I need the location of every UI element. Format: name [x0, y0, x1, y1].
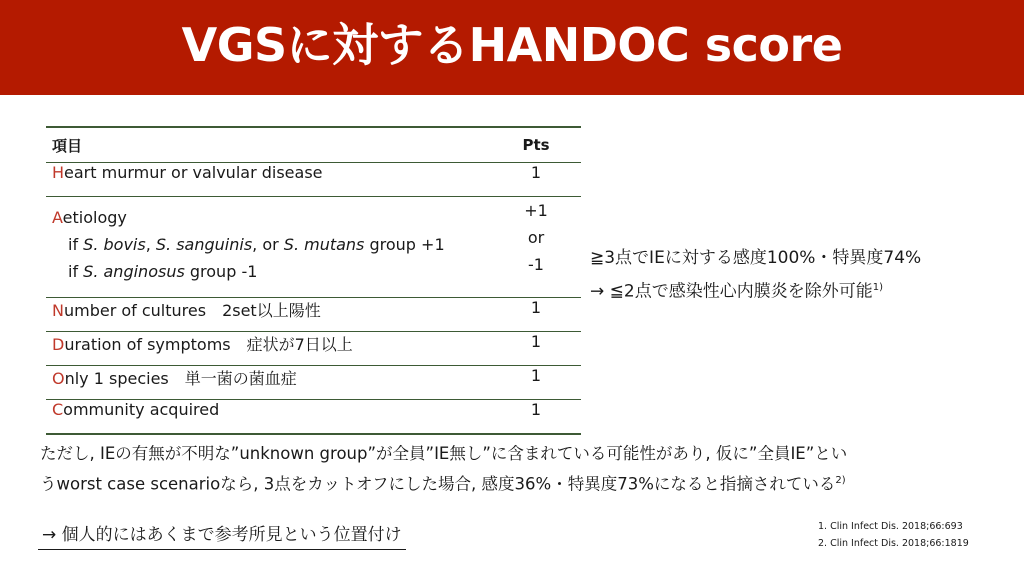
criterion-duration [46, 332, 491, 366]
points-cell: 1 [530, 298, 542, 317]
side-note-line-1: ≧3点でIEに対する感度100%・特異度74% [590, 248, 922, 268]
side-note-line-2: → ≦2点で感染性心内膜炎を除外可能$^{1)}$ [590, 281, 883, 302]
points-cell: 1 [530, 163, 542, 182]
points-cell: 1 [530, 400, 542, 419]
caveat-paragraph [40, 440, 1000, 498]
reference-marker: 2) [835, 475, 846, 486]
criterion-number [46, 298, 491, 332]
acronym-letter: C [52, 400, 64, 419]
table-row [46, 163, 581, 197]
table-header-row [46, 127, 581, 163]
table-row [46, 332, 581, 366]
criterion-text: eart murmur or valvular disease [64, 163, 323, 182]
slide-title: VGSに対するHANDOC score [181, 18, 843, 72]
header-item: 項目 [52, 136, 83, 155]
acronym-letter: H [52, 163, 65, 182]
references [818, 518, 969, 552]
points-cell: 1 [530, 332, 542, 351]
table-row [46, 366, 581, 400]
aetiology-subline-2: if S. anginosus group -1 [68, 262, 258, 281]
acronym-letter: O [52, 369, 65, 388]
conclusion-text: → 個人的にはあくまで参考所見という位置付け [38, 520, 406, 550]
criterion-text: nly 1 species 単一菌の菌血症 [64, 369, 297, 388]
table-row [46, 298, 581, 332]
acronym-letter: A [52, 208, 63, 227]
reference-marker: 1) [872, 282, 883, 293]
criterion-community [46, 400, 491, 435]
aetiology-subline-1: if S. bovis, S. sanguinis, or S. mutans group +1 [68, 235, 445, 254]
criterion-only [46, 366, 491, 400]
header-pts: Pts [522, 136, 550, 154]
criterion-aetiology [46, 197, 491, 298]
points-cell: +1 or -1 [524, 201, 548, 274]
table-row [46, 400, 581, 435]
table-row [46, 197, 581, 298]
handoc-table [46, 126, 581, 435]
caveat-line-1: ただし, IEの有無が不明な”unknown group”が全員”IE無し”に含まれている可能性があり, 仮に”全員IE”とい [40, 444, 848, 463]
criterion-text: umber of cultures 2set以上陽性 [63, 301, 321, 320]
side-note [590, 244, 921, 307]
criterion-text: uration of symptoms 症状が7日以上 [64, 335, 353, 354]
reference-item: 1. Clin Infect Dis. 2018;66:693 [818, 521, 963, 532]
reference-item: 2. Clin Infect Dis. 2018;66:1819 [818, 538, 969, 549]
acronym-letter: D [52, 335, 65, 354]
criterion-text: etiology [62, 208, 127, 227]
acronym-letter: N [52, 301, 64, 320]
caveat-line-2: うworst case scenarioなら, 3点をカットオフにした場合, 感度36%・特異度73%になると指摘されている$^{2)}$ [40, 474, 846, 494]
points-cell: 1 [530, 366, 542, 385]
criterion-text: ommunity acquired [63, 400, 220, 419]
criterion-heart [46, 163, 491, 197]
